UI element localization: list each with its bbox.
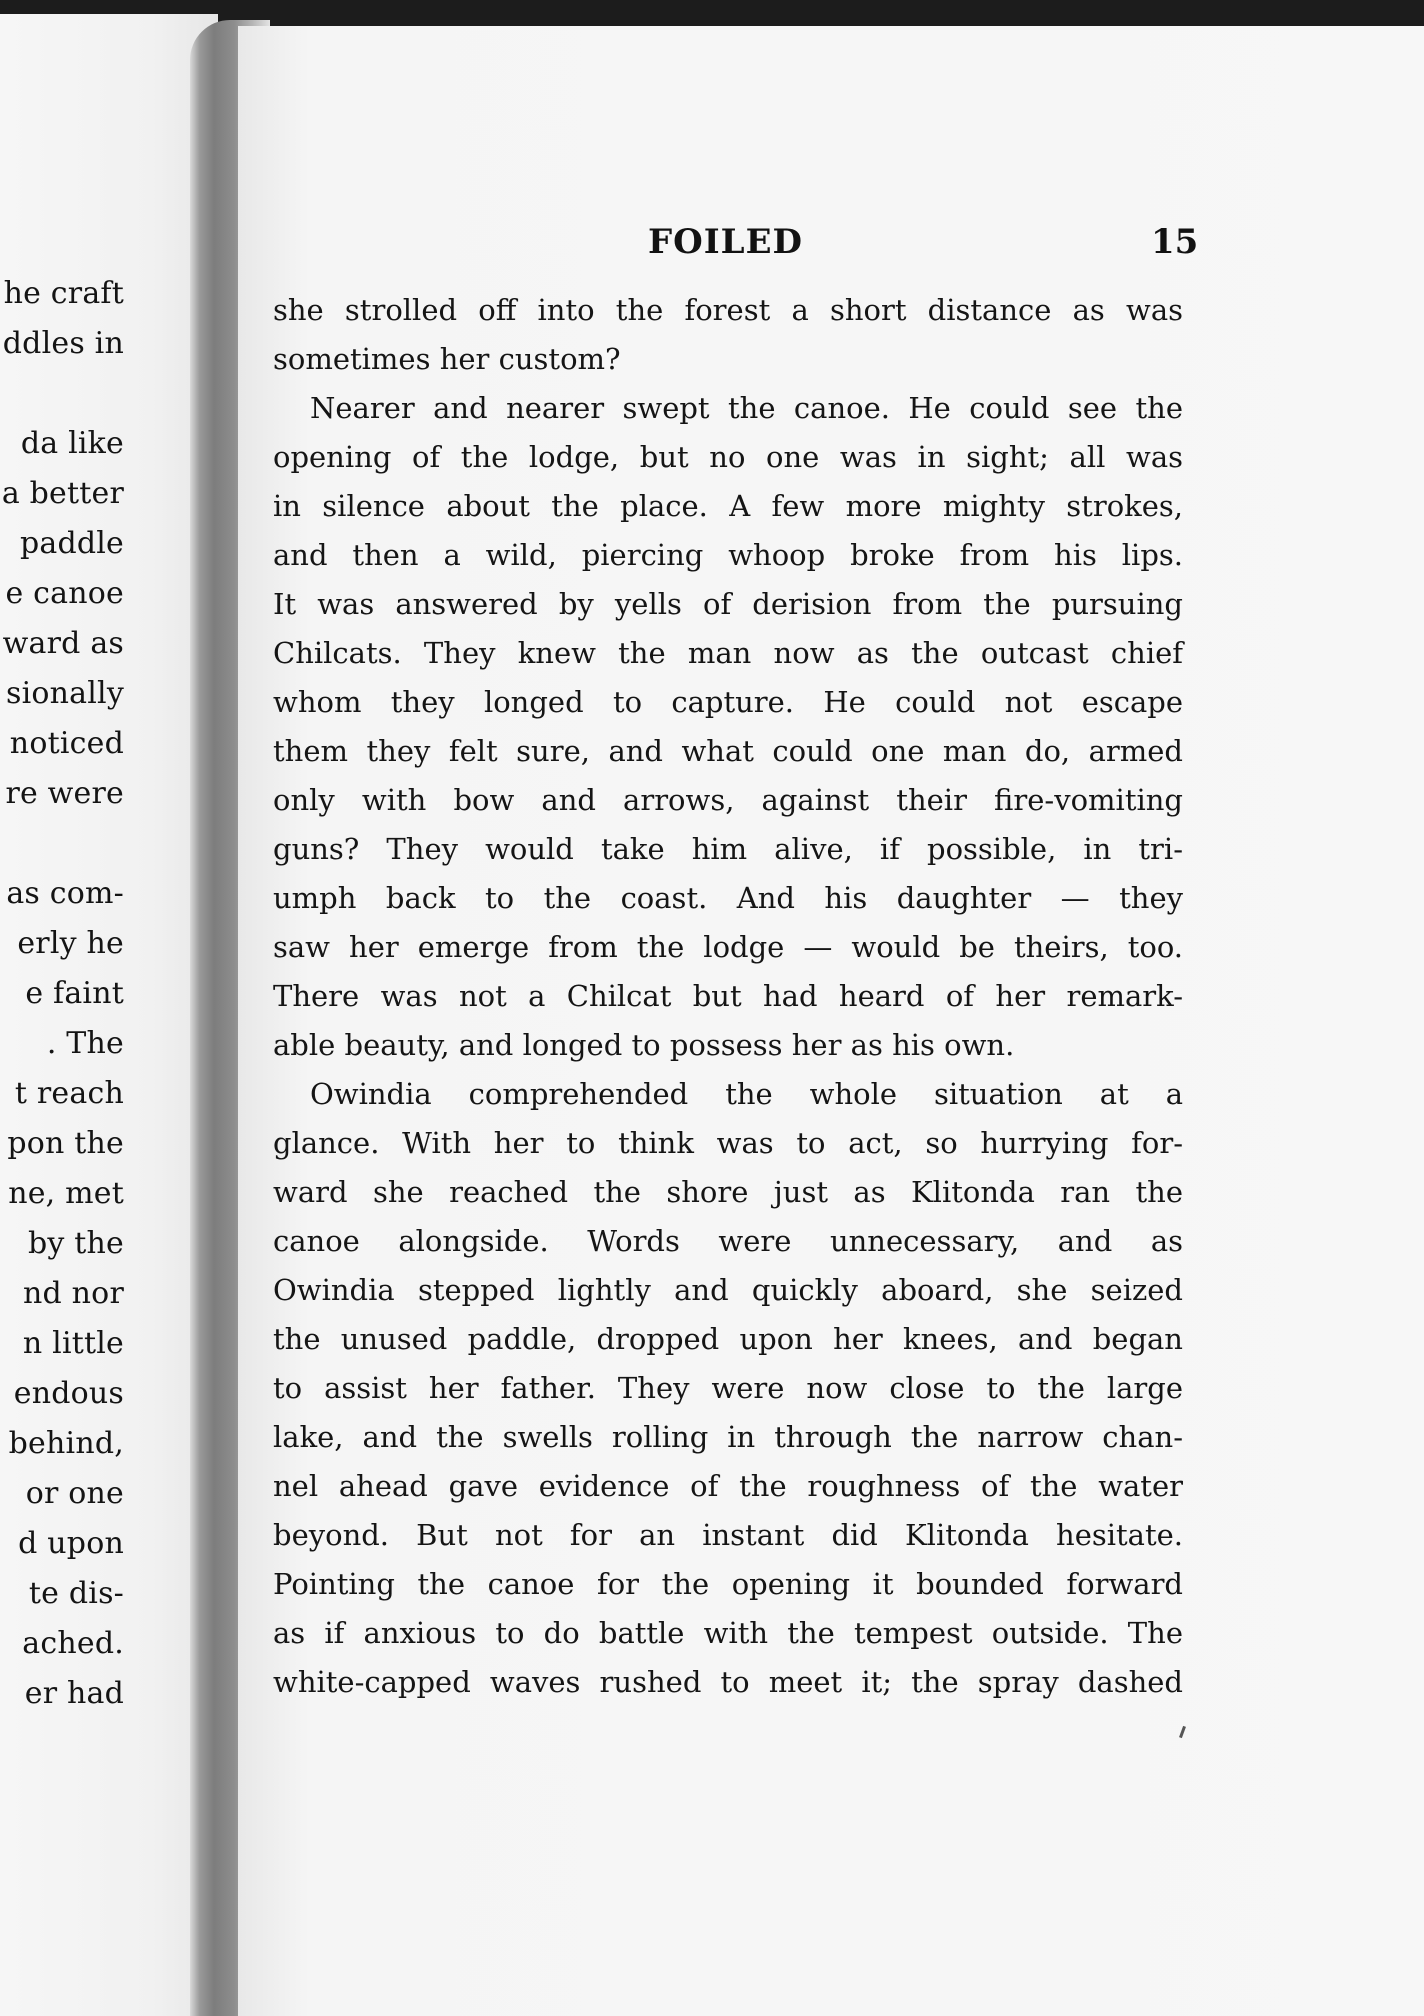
text-line: white-capped waves rushed to meet it; the spray dashed (273, 1665, 1183, 1699)
left-fragment-line: e canoe (5, 576, 124, 611)
text-line: ward she reached the shore just as Klitonda ran the (273, 1175, 1183, 1209)
text-line: whom they longed to capture. He could not escape (273, 685, 1183, 719)
left-fragment-line: ward as (2, 626, 124, 661)
paragraph-first-line: Owindia comprehended the whole situation at a (310, 1077, 1183, 1111)
text-line: sometimes her custom? (273, 342, 621, 376)
text-line: umph back to the coast. And his daughter — they (273, 881, 1183, 915)
left-fragment-line: as com- (6, 876, 124, 911)
text-line: them they felt sure, and what could one man do, armed (273, 734, 1183, 768)
text-line: to assist her father. They were now close to the large (273, 1371, 1183, 1405)
text-line: There was not a Chilcat but had heard of her remark- (273, 979, 1183, 1013)
text-line: Chilcats. They knew the man now as the outcast chief (273, 636, 1183, 670)
text-line: saw her emerge from the lodge — would be theirs, too. (273, 930, 1183, 964)
left-fragment-line: ddles in (2, 326, 124, 361)
left-fragment-line: t reach (14, 1076, 124, 1111)
text-line: Owindia stepped lightly and quickly aboard, she seized (273, 1273, 1183, 1307)
text-line: canoe alongside. Words were unnecessary, and as (273, 1224, 1183, 1258)
stray-ink-mark (1179, 1726, 1186, 1738)
left-fragment-line: ne, met (8, 1176, 124, 1211)
left-fragment-line: te dis- (28, 1576, 124, 1611)
left-fragment-line: behind, (8, 1426, 124, 1461)
left-fragment-line: paddle (19, 526, 124, 561)
text-line: the unused paddle, dropped upon her knees, and began (273, 1322, 1183, 1356)
left-fragment-line: ached. (22, 1626, 124, 1661)
running-head (238, 222, 1424, 268)
left-fragment-line: sionally (6, 676, 124, 711)
text-line: and then a wild, piercing whoop broke from his lips. (273, 538, 1183, 572)
text-line: lake, and the swells rolling in through the narrow chan- (273, 1420, 1183, 1454)
left-facing-page (0, 14, 218, 2016)
text-line: she strolled off into the forest a short distance as was (273, 293, 1183, 327)
text-line: only with bow and arrows, against their fire-vomiting (273, 783, 1183, 817)
left-fragment-line: pon the (7, 1126, 124, 1161)
text-line: It was answered by yells of derision from the pursuing (273, 587, 1183, 621)
left-fragment-line: re were (5, 776, 124, 811)
text-line: guns? They would take him alive, if possible, in tri- (273, 832, 1183, 866)
text-line: as if anxious to do battle with the tempest outside. The (273, 1616, 1183, 1650)
text-line: beyond. But not for an instant did Klitonda hesitate. (273, 1518, 1183, 1552)
left-fragment-line: d upon (18, 1526, 124, 1561)
page-number: 15 (1151, 222, 1199, 262)
left-fragment-line: er had (24, 1676, 124, 1711)
text-line: nel ahead gave evidence of the roughness of the water (273, 1469, 1183, 1503)
left-fragment-line: by the (27, 1226, 124, 1261)
right-page (238, 26, 1424, 2016)
left-fragment-line: . The (46, 1026, 124, 1061)
left-fragment-line: noticed (9, 726, 124, 761)
text-line: able beauty, and longed to possess her as his own. (273, 1028, 1015, 1062)
left-fragment-line: da like (20, 426, 124, 461)
text-line: in silence about the place. A few more mighty strokes, (273, 489, 1183, 523)
left-fragment-line: nd nor (23, 1276, 124, 1311)
text-line: Pointing the canoe for the opening it bounded forward (273, 1567, 1183, 1601)
left-fragment-line: e faint (25, 976, 124, 1011)
left-fragment-line: n little (22, 1326, 124, 1361)
paragraph-first-line: Nearer and nearer swept the canoe. He could see the (310, 391, 1183, 425)
left-fragment-line: erly he (17, 926, 124, 961)
left-fragment-line: endous (13, 1376, 124, 1411)
left-fragment-line: a better (1, 476, 124, 511)
text-line: glance. With her to think was to act, so hurrying for- (273, 1126, 1183, 1160)
left-fragment-line: he craft (3, 276, 124, 311)
text-line: opening of the lodge, but no one was in sight; all was (273, 440, 1183, 474)
left-fragment-line: or one (25, 1476, 124, 1511)
running-title: FOILED (648, 222, 803, 262)
